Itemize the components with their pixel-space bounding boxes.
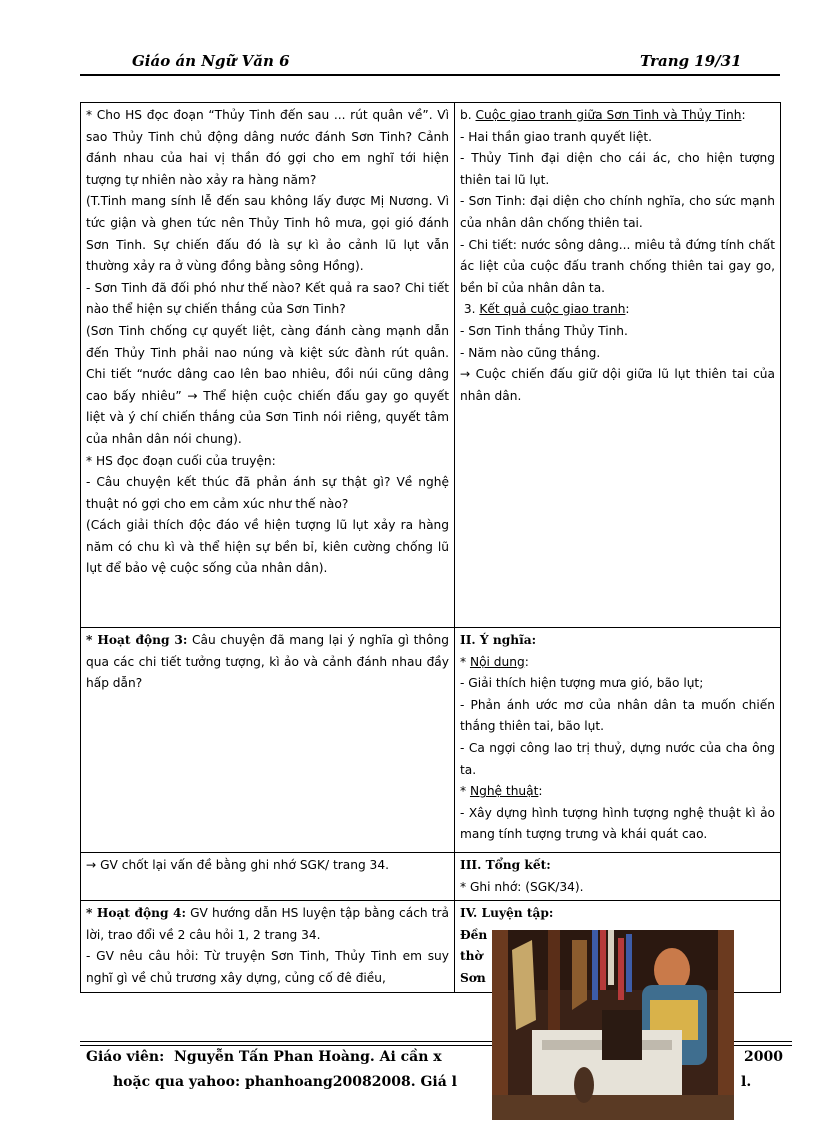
section-prefix: 3. [463, 302, 476, 317]
content-item: - Hai thần giao tranh quyết liệt. [460, 129, 652, 144]
activity-label: * Hoạt động 4: [86, 906, 186, 921]
question-paragraph: - Câu chuyện kết thúc đã phản ánh sự thật gì? Về nghệ thuật nó gợi cho em cảm xúc như thế nào? [86, 475, 449, 511]
activity-paragraph [86, 903, 449, 946]
header-rule [80, 74, 780, 76]
content-cell [455, 103, 781, 628]
sub-heading: * Nội dung: [460, 654, 529, 669]
temple-photo-image [492, 930, 734, 1120]
content-item: - Ca ngợi công lao trị thuỷ, dựng nước của cha ông ta. [460, 740, 775, 777]
content-cell [455, 628, 781, 853]
teacher-activity-cell [81, 628, 455, 853]
header-doc-title: Giáo án Ngữ Văn 6 [132, 52, 290, 70]
answer-paragraph: (T.Tinh mang sính lễ đến sau không lấy được Mị Nương. Vì tức giận và ghen tức nên Thủy Tinh hô mưa, gọi gió đánh Sơn Tinh. Sự chiến đấu đó là sự kì ảo cảnh lũ lụt vẫn thường xảy ra ở vùng đồng bằng sông Hồng). [86, 194, 449, 274]
section-suffix: : [625, 302, 630, 317]
lesson-table [80, 102, 781, 993]
content-item: - Sơn Tinh thắng Thủy Tinh. [460, 323, 628, 338]
section-title: Cuộc giao tranh giữa Sơn Tinh và Thủy Tinh [475, 108, 742, 122]
content-item: Sơn [460, 970, 486, 985]
footer-label: Giáo viên: [86, 1049, 165, 1065]
section-suffix: : [741, 108, 746, 122]
content-item: - Năm nào cũng thắng. [460, 345, 601, 360]
section-heading [460, 299, 775, 321]
content-item: - Giải thích hiện tượng mưa gió, bão lụt; [460, 676, 704, 691]
instruction-paragraph: * HS đọc đoạn cuối của truyện: [86, 453, 276, 468]
table-row [81, 628, 781, 853]
section-heading: II. Ý nghĩa: [460, 633, 537, 647]
table-row [81, 103, 781, 628]
activity-paragraph [86, 630, 449, 695]
footer-teacher-name: Nguyễn Tấn Phan Hoàng. Ai cần x [174, 1049, 442, 1065]
question-paragraph: - GV nêu câu hỏi: Từ truyện Sơn Tinh, Thủy Tinh em suy nghĩ gì về chủ trương xây dựng, củng cố đê điều, [86, 949, 449, 985]
content-item: Đền [460, 927, 488, 942]
answer-paragraph: (Cách giải thích độc đáo về hiện tượng lũ lụt xảy ra hàng năm có chu kì và thể hiện sự bền bỉ, kiên cường chống lũ lụt để bảo vệ cuộc sống của nhân dân). [86, 518, 449, 576]
teacher-activity-cell [81, 853, 455, 901]
content-item: thờ [460, 949, 483, 964]
answer-paragraph: (Sơn Tinh chống cự quyết liệt, càng đánh càng mạnh dẫn đến Thủy Tinh phải nao núng và kiệt sức đành rút quân. Chi tiết “nước dâng cao lên bao nhiêu, đồi núi cũng dâng cao bấy nhiêu” → Thể hiện cuộc chiến đấu gay go quyết liệt và ý chí chiến thắng của Sơn Tinh nói riêng, quyết tâm của nhân dân nói chung). [86, 323, 449, 446]
activity-text: GV hướng dẫn HS luyện tập bằng cách trả lời, trao đổi về 2 câu hỏi 1, 2 trang 34. [86, 906, 449, 942]
sub-heading-label: Nghệ thuật [469, 784, 539, 799]
section-title: Kết quả cuộc giao tranh [479, 302, 626, 317]
footer-line-1-tail: 2000 [744, 1049, 783, 1065]
section-prefix: b. [460, 108, 472, 122]
footer-line-2: hoặc qua yahoo: phanhoang20082008. Giá l [113, 1074, 457, 1090]
table-row [81, 853, 781, 901]
section-heading: IV. Luyện tập: [460, 906, 554, 921]
content-item: - Sơn Tinh: đại diện cho chính nghĩa, cho sức mạnh của nhân dân chống thiên tai. [460, 194, 775, 230]
conclusion-paragraph: → GV chốt lại vấn đề bằng ghi nhớ SGK/ trang 34. [86, 858, 389, 872]
section-heading [460, 105, 775, 127]
footer-line-1 [86, 1049, 442, 1065]
content-item: - Chi tiết: nước sông dâng... miêu tả đứng tính chất ác liệt của cuộc đấu tranh chống thiên tai gay go, bền bỉ của nhân dân ta. [460, 237, 775, 295]
footer-line-2-tail: l. [741, 1074, 752, 1090]
content-item: * Ghi nhớ: (SGK/34). [460, 879, 584, 894]
question-paragraph: * Cho HS đọc đoạn “Thủy Tinh đến sau ... rút quân về”. Vì sao Thủy Tinh chủ động dâng nước đánh Sơn Tinh? Cảnh đánh nhau của hai vị thần đó gợi cho em nghĩ tới hiện tượng tự nhiên nào xảy ra hàng năm? [86, 108, 449, 187]
sub-heading-label: Nội dung [469, 654, 525, 669]
content-cell [455, 853, 781, 901]
activity-label: * Hoạt động 3: [86, 633, 188, 647]
temple-photo [492, 930, 734, 1120]
content-item: - Phản ánh ước mơ của nhân dân ta muốn chiến thắng thiên tai, bão lụt. [460, 697, 775, 734]
teacher-activity-cell [81, 901, 455, 992]
activity-text: Câu chuyện đã mang lại ý nghĩa gì thông qua các chi tiết tưởng tượng, kì ảo và cảnh đánh nhau đầy hấp dẫn? [86, 633, 450, 691]
question-paragraph: - Sơn Tinh đã đối phó như thế nào? Kết quả ra sao? Chi tiết nào thể hiện sự chiến thắng của Sơn Tinh? [86, 280, 449, 317]
section-heading: III. Tổng kết: [460, 858, 551, 872]
content-item: → Cuộc chiến đấu giữ dội giữa lũ lụt thiên tai của nhân dân. [460, 367, 775, 403]
sub-heading: * Nghệ thuật: [460, 784, 543, 799]
content-item: - Xây dựng hình tượng hình tượng nghệ thuật kì ảo mang tính tượng trưng và khái quát cao. [460, 805, 775, 842]
header-page-number: Trang 19/31 [640, 52, 742, 70]
teacher-activity-cell [81, 103, 455, 628]
content-item: - Thủy Tinh đại diện cho cái ác, cho hiện tượng thiên tai lũ lụt. [460, 151, 775, 187]
